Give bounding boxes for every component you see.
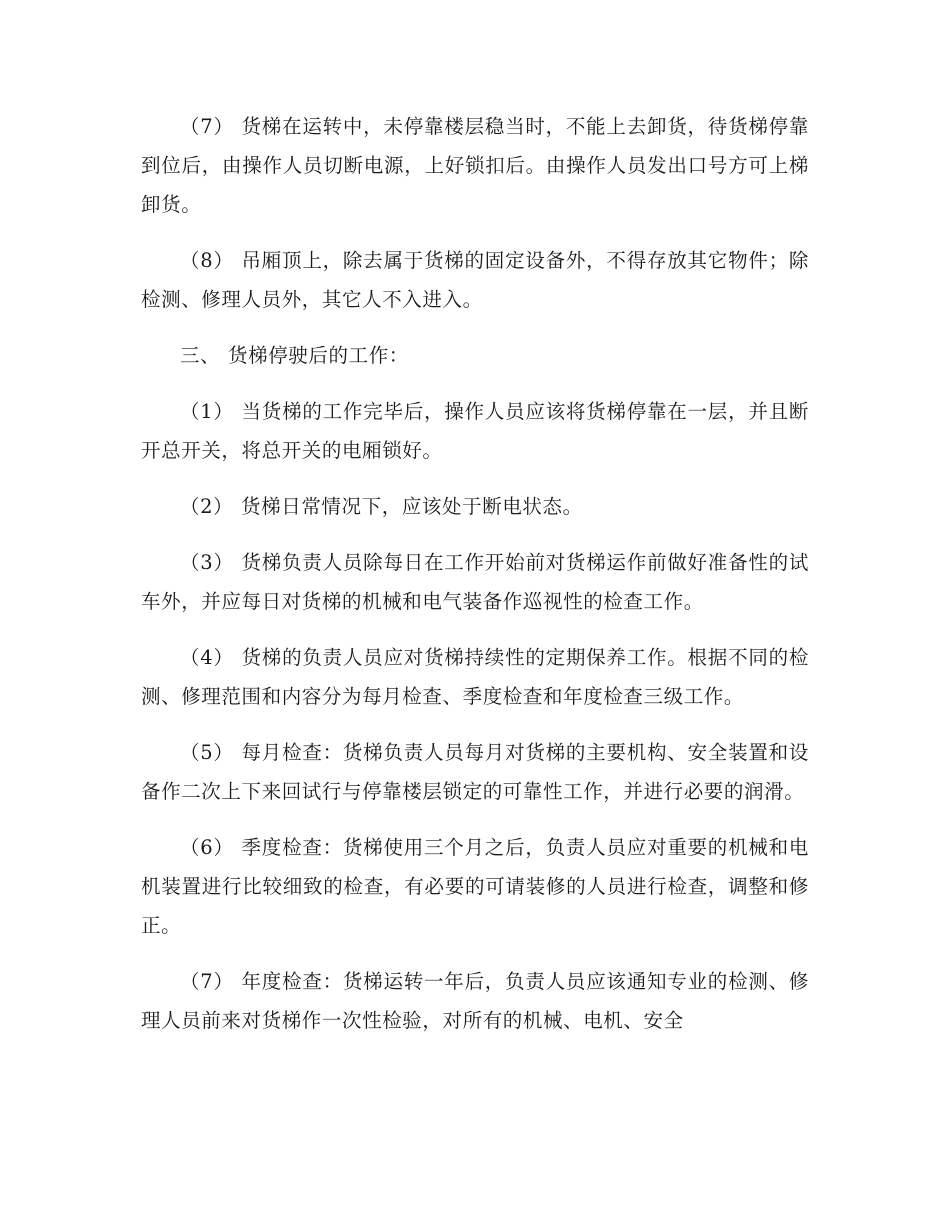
document-page [141, 107, 809, 1057]
paragraph-6-quarterly-check [141, 828, 809, 945]
section-heading-3 [141, 336, 809, 375]
paragraph-2-power-off [141, 487, 809, 526]
paragraph-5-monthly-check [141, 733, 809, 811]
paragraph-text: 季度检查：货梯使用三个月之后，负责人员应对重要的机械和电机装置进行比较细致的检查，有必要的可请装修的人员进行检查，调整和修正。 [141, 836, 809, 937]
paragraph-number: （7） [180, 970, 234, 993]
paragraph-text: 货梯的负责人员应对货梯持续性的定期保养工作。根据不同的检测、修理范围和内容分为每月检查、季度检查和年度检查三级工作。 [141, 646, 809, 708]
paragraph-number: （6） [180, 836, 234, 859]
paragraph-text: 货梯在运转中，未停靠楼层稳当时，不能上去卸货，待货梯停靠到位后，由操作人员切断电源，上好锁扣后。由操作人员发出口号方可上梯卸货。 [141, 115, 809, 216]
paragraph-1-shutdown [141, 392, 809, 470]
paragraph-number: （8） [180, 249, 234, 272]
paragraph-4-maintenance [141, 638, 809, 716]
paragraph-number: （2） [180, 495, 234, 518]
paragraph-7-annual-check [141, 962, 809, 1040]
paragraph-text: 年度检查：货梯运转一年后，负责人员应该通知专业的检测、修理人员前来对货梯作一次性检验，对所有的机械、电机、安全 [141, 970, 809, 1032]
paragraph-text: 吊厢顶上，除去属于货梯的固定设备外，不得存放其它物件；除检测、修理人员外，其它人不入进入。 [141, 249, 809, 311]
paragraph-text: 每月检查：货梯负责人员每月对货梯的主要机构、安全装置和设备作二次上下来回试行与停靠楼层锁定的可靠性工作，并进行必要的润滑。 [141, 741, 809, 803]
paragraph-8-car-roof [141, 241, 809, 319]
paragraph-number: （7） [180, 115, 234, 138]
paragraph-number: （1） [180, 400, 234, 423]
paragraph-3-daily-check [141, 543, 809, 621]
section-number: 三、 [180, 344, 221, 367]
paragraph-text: 货梯日常情况下，应该处于断电状态。 [241, 495, 583, 518]
paragraph-7-unloading [141, 107, 809, 224]
section-title: 货梯停驶后的工作： [228, 344, 409, 367]
paragraph-number: （3） [180, 551, 234, 574]
paragraph-text: 货梯负责人员除每日在工作开始前对货梯运作前做好准备性的试车外，并应每日对货梯的机械和电气装备作巡视性的检查工作。 [141, 551, 809, 613]
paragraph-number: （4） [180, 646, 234, 669]
paragraph-number: （5） [180, 741, 234, 764]
paragraph-text: 当货梯的工作完毕后，操作人员应该将货梯停靠在一层，并且断开总开关，将总开关的电厢锁好。 [141, 400, 809, 462]
